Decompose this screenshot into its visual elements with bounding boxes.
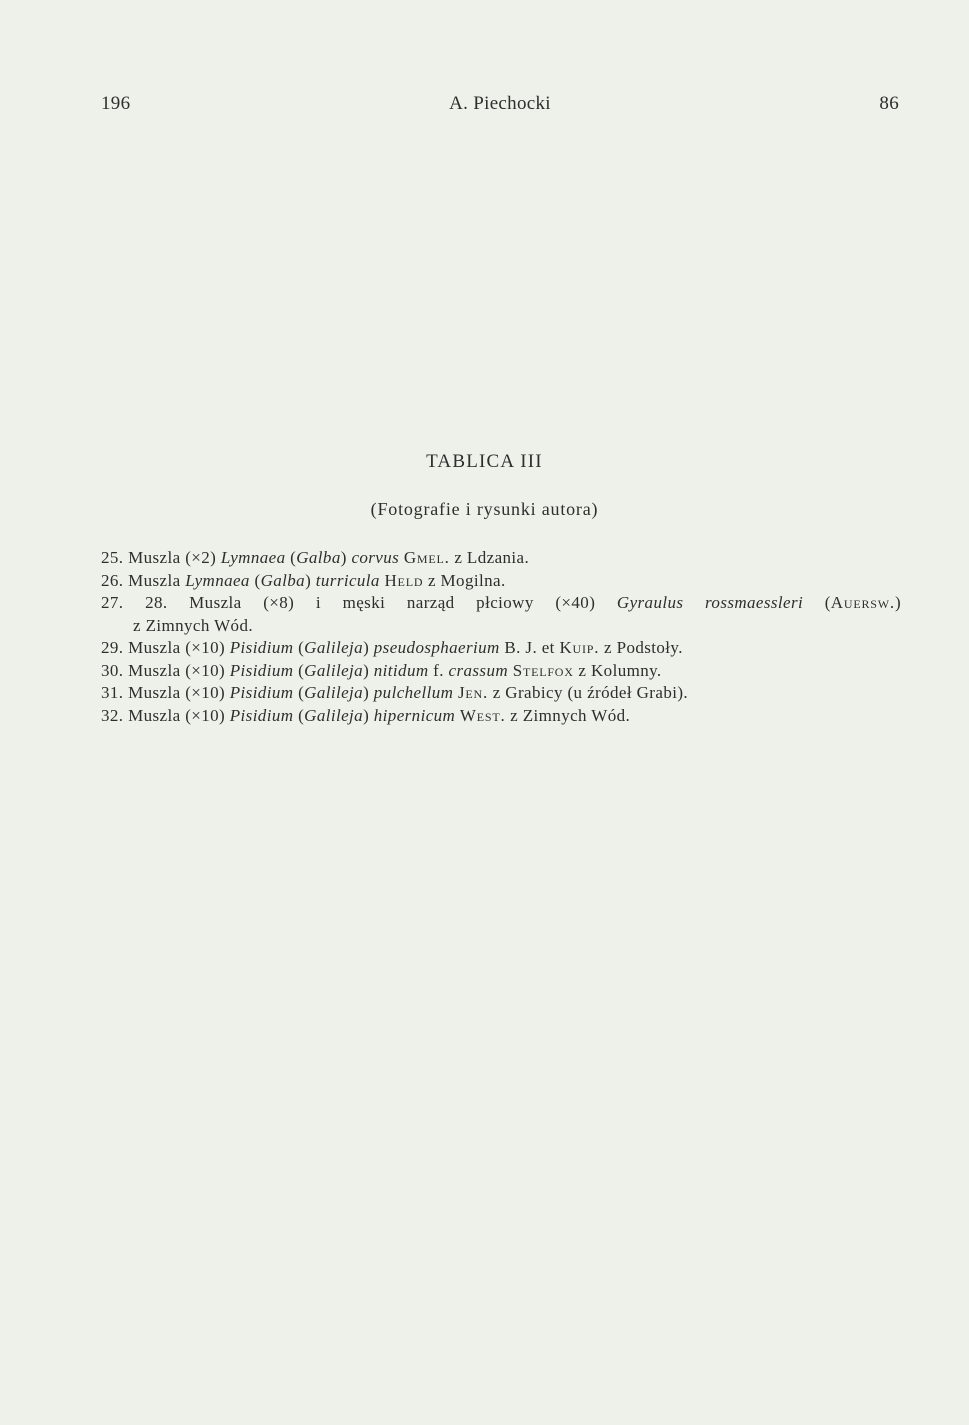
caption-entry-29 [101, 637, 901, 660]
locality: z Zimnych Wód. [505, 705, 631, 725]
punct: ( [293, 705, 305, 725]
entry-text: Muszla (×10) [123, 638, 230, 657]
species-name: rossmaessleri [705, 593, 804, 612]
caption-entry-25 [101, 547, 901, 570]
entry-text: Muszla (×8) i męski narząd płciowy (×40) [167, 593, 617, 612]
entry-text: Muszla (×10) [123, 660, 230, 680]
locality-continuation: z Zimnych Wód. [133, 615, 254, 635]
locality: z Grabicy (u źródeł Grabi). [488, 683, 689, 702]
species-name: nitidum [373, 660, 429, 680]
caption-entry-31 [101, 682, 901, 705]
entry-text: Muszla [128, 570, 186, 590]
punct: ) [363, 705, 374, 725]
species-author: Stelfox [512, 660, 574, 680]
page-number-right: 86 [879, 93, 899, 114]
punct: f. [428, 660, 449, 680]
genus-name: Pisidium [229, 683, 294, 702]
species-author: Held [384, 570, 424, 590]
genus-name: Lymnaea [185, 570, 250, 590]
species-author: Auersw. [830, 593, 895, 612]
species-author: Kuip. [559, 638, 600, 657]
page-number-left: 196 [101, 93, 131, 114]
species-author: Gmel. [403, 548, 450, 567]
punct: ( [285, 548, 297, 567]
entry-number: 30. [101, 660, 124, 680]
punct: B. J. et [499, 638, 560, 657]
subgenus-name: Galba [296, 548, 341, 567]
punct: ) [363, 638, 374, 657]
locality: z Kolumny. [573, 660, 662, 680]
punct: ( [293, 660, 305, 680]
punct: ( [803, 593, 831, 612]
species-name: pulchellum [373, 683, 454, 702]
entry-text: Muszla (×2) [128, 548, 221, 567]
entry-number: 31. [101, 683, 124, 702]
species-name: pseudosphaerium [373, 638, 500, 657]
punct: ( [293, 638, 305, 657]
entry-number: 27. 28. [101, 593, 168, 612]
species-name: turricula [315, 570, 380, 590]
punct: ) [894, 593, 901, 612]
running-head-author: A. Piechocki [449, 93, 551, 114]
subgenus-name: Galileja [304, 660, 364, 680]
genus-name: Pisidium [229, 660, 294, 680]
locality: z Podstoły. [599, 638, 683, 657]
subgenus-name: Galileja [304, 638, 364, 657]
caption-entry-26 [101, 570, 901, 593]
entry-number: 25. [101, 548, 124, 567]
plate-title: TABLICA III [426, 451, 543, 472]
punct: ( [249, 570, 261, 590]
plate-caption-list [101, 547, 901, 727]
form-name: crassum [448, 660, 509, 680]
genus-name: Pisidium [229, 705, 294, 725]
caption-entry-30 [101, 660, 901, 683]
caption-entry-27-28 [101, 592, 901, 615]
punct: ( [293, 683, 305, 702]
subgenus-name: Galileja [304, 705, 364, 725]
subgenus-name: Galba [260, 570, 306, 590]
species-name: hipernicum [373, 705, 456, 725]
punct: ) [363, 683, 374, 702]
locality: z Ldzania. [449, 548, 530, 567]
species-author: West. [459, 705, 506, 725]
punct: ) [340, 548, 352, 567]
punct: ) [305, 570, 316, 590]
locality: z Mogilna. [423, 570, 506, 590]
entry-number: 29. [101, 638, 124, 657]
punct [683, 593, 705, 612]
species-name: corvus [351, 548, 400, 567]
plate-subtitle: (Fotografie i rysunki autora) [370, 499, 599, 519]
genus-name: Lymnaea [220, 548, 286, 567]
entry-number: 32. [101, 705, 124, 725]
entry-text: Muszla (×10) [123, 683, 230, 702]
entry-text: Muszla (×10) [123, 705, 230, 725]
running-header [101, 93, 899, 117]
species-author: Jen. [457, 683, 489, 702]
caption-entry-32 [101, 705, 901, 728]
genus-name: Pisidium [229, 638, 294, 657]
entry-number: 26. [101, 570, 124, 590]
subgenus-name: Galileja [304, 683, 364, 702]
punct: ) [363, 660, 374, 680]
genus-name: Gyraulus [616, 593, 684, 612]
